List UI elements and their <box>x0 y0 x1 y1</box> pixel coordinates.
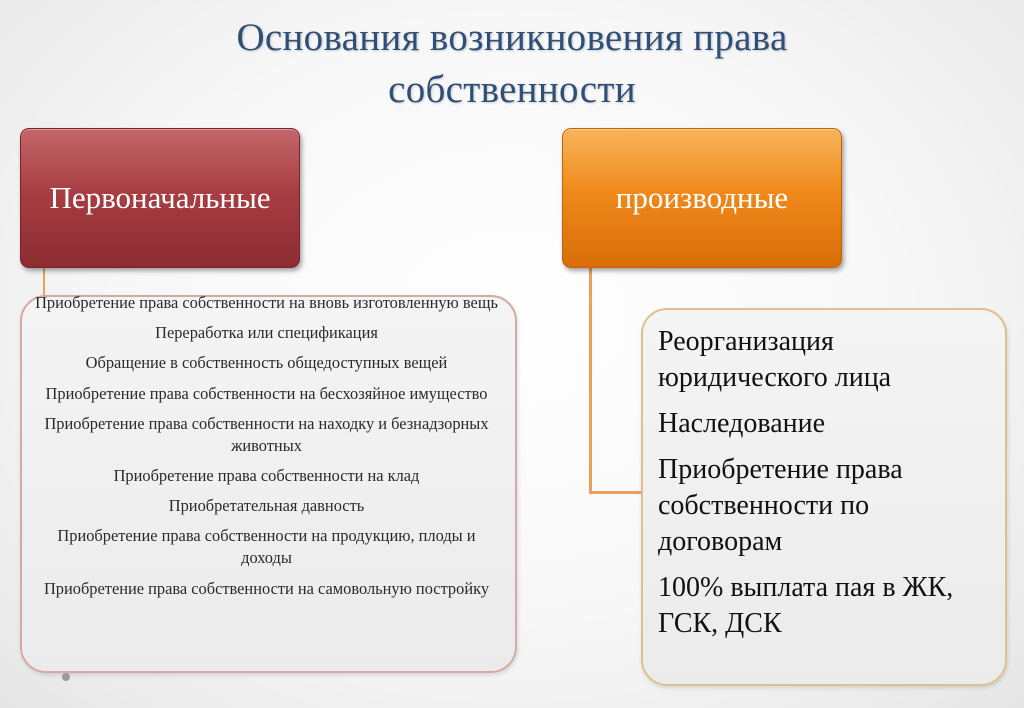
list-item: Приобретательная давность <box>168 496 365 516</box>
list-item: Приобретение права собственности на клад <box>113 465 420 485</box>
connector-right-vertical <box>589 266 592 494</box>
title-line-1: Основания возникновения права <box>236 16 788 59</box>
list-item: Реорганизация юридического лица <box>658 326 892 393</box>
original-grounds-box <box>20 128 300 268</box>
list-item: Приобретение права собственности на находку и безнадзорных животных <box>44 413 489 455</box>
list-item: Приобретение права собственности на продукцию, плоды и доходы <box>57 526 476 568</box>
list-item: 100% выплата пая в ЖК, ГСК, ДСК <box>658 572 954 639</box>
derivative-grounds-label: производные <box>615 180 789 215</box>
diagram-title <box>0 12 1024 116</box>
list-item: Переработка или спецификация <box>155 323 378 343</box>
decorative-dot <box>62 673 70 681</box>
connector-right-horizontal <box>589 491 643 494</box>
list-item: Приобретение права собственности на вновь изготовленную вещь <box>35 293 498 312</box>
title-line-2: собственности <box>388 68 636 111</box>
derivative-grounds-box <box>562 128 842 268</box>
list-item: Приобретение права собственности по договорам <box>658 454 903 557</box>
list-item: Приобретение права собственности на бесхозяйное имущество <box>45 383 488 403</box>
list-item: Наследование <box>658 408 826 439</box>
list-item: Приобретение права собственности на самовольную постройку <box>43 578 490 598</box>
original-grounds-list <box>20 292 513 608</box>
original-grounds-label: Первоначальные <box>49 180 271 215</box>
list-item: Обращение в собственность общедоступных вещей <box>85 353 448 373</box>
derivative-grounds-list <box>658 324 993 652</box>
